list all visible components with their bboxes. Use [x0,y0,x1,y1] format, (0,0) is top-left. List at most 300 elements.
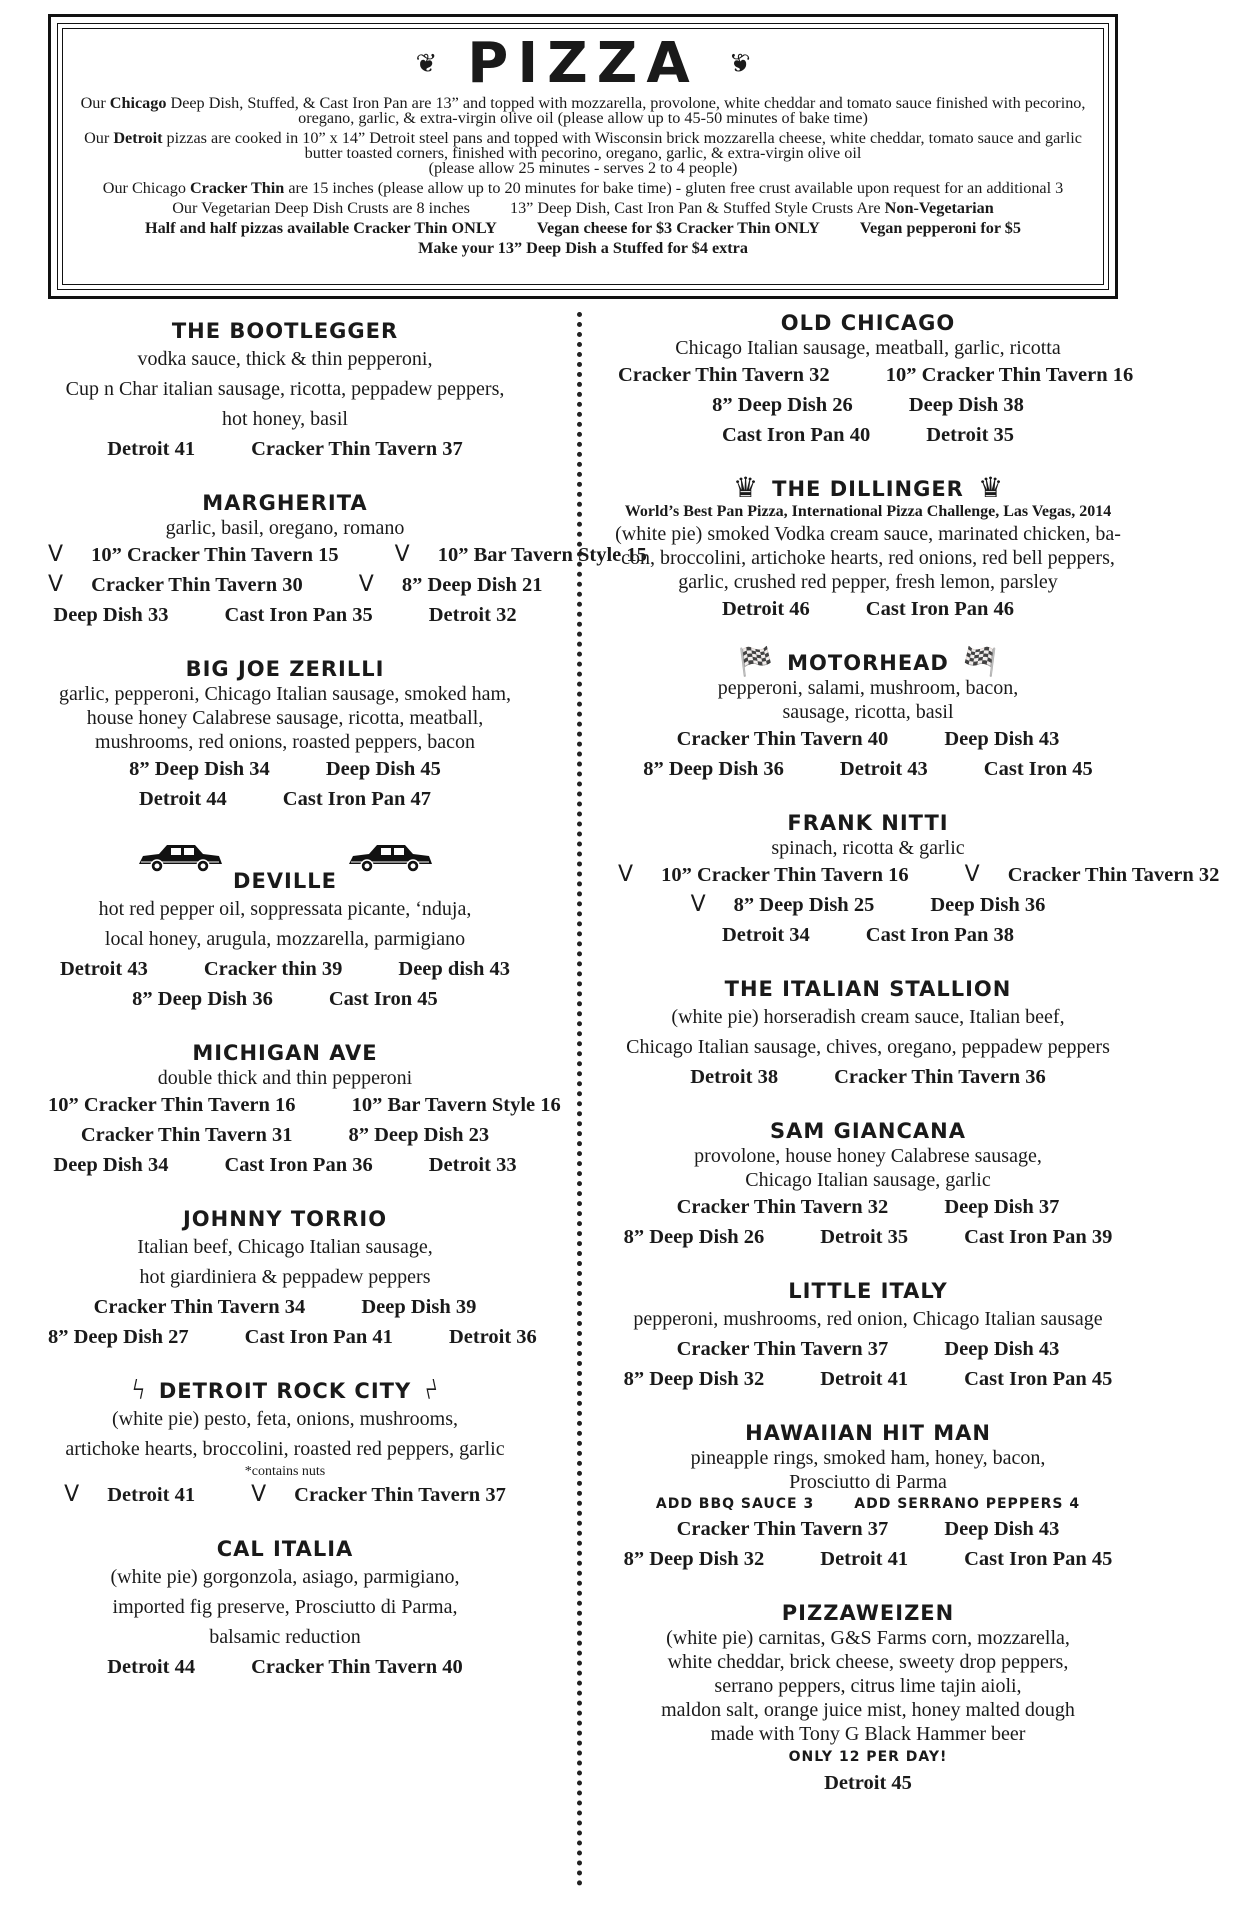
item-description: Cup n Char italian sausage, ricotta, peppadew peppers, [65,378,505,400]
item-name: DEVILLE [233,869,337,893]
price-label: Cracker Thin Tavern 37 [294,1484,506,1506]
price-label: Detroit 33 [428,1154,517,1176]
price-label: Detroit 35 [820,1226,909,1248]
item-description: house honey Calabrese sausage, ricotta, meatball, [86,707,484,729]
price-option [950,1226,1126,1248]
price-row [20,984,550,1014]
price-label: 8” Deep Dish 21 [401,574,543,596]
price-option [384,958,524,980]
price-option [118,988,287,1010]
price-option [916,894,1059,916]
price-label: Deep Dish 43 [944,728,1060,750]
price-option [39,604,182,626]
price-option [125,788,241,810]
item-description: pepperoni, mushrooms, red onion, Chicago Italian sausage [633,1308,1103,1330]
item-description: garlic, basil, oregano, romano [165,517,405,539]
item-name-row [20,490,550,516]
price-option [930,1518,1073,1540]
price-row [590,1334,1146,1364]
price-row [20,1292,550,1322]
price-option [231,1326,407,1348]
price-label: Cracker Thin Tavern 30 [91,574,303,596]
price-row [590,1364,1146,1394]
left-column [20,318,647,1708]
price-option [951,864,1234,886]
price-option [435,1326,551,1348]
menu-header-box [48,14,1118,299]
item-description: (white pie) gorgonzola, asiago, parmigiano, [110,1566,460,1588]
price-option [50,1484,209,1506]
item-name: FRANK NITTI [787,811,949,835]
item-description: Chicago Italian sausage, chives, oregano, peppadew peppers [626,1036,1110,1058]
price-row [20,754,550,784]
price-option [930,1338,1073,1360]
price-row [590,594,1146,624]
price-option [335,1124,504,1146]
vegetarian-icon: V [251,1482,267,1507]
price-option [34,1094,310,1116]
vegetarian-icon: V [618,862,634,887]
non-veg-crust-info [510,201,994,216]
price-option [676,1066,792,1088]
price-option [872,364,1148,386]
price-option [210,604,386,626]
price-option [269,788,445,810]
item-name-row [590,810,1146,836]
info-text: Our Chicago [102,179,190,197]
menu-item-motorhead [590,647,1146,784]
price-option [93,1656,209,1678]
vegetarian-icon: V [690,892,706,917]
allergen-note: *contains nuts [244,1464,326,1479]
info-text: Deep Dish, Stuffed, & Cast Iron Pan are 13” and topped with mozzarella, provolone, white cheddar and tomato sauce finished with pecorino, oregano, garlic, & extra-virgin olive oil (please allow up to 45-50 minutes of bake time) [166,94,1086,127]
price-row [20,1652,550,1682]
item-description: hot honey, basil [222,408,348,430]
item-name-row [20,1375,550,1406]
item-name: MOTORHEAD [787,651,949,675]
price-row [20,1322,550,1352]
price-option [39,1154,182,1176]
price-label: 10” Cracker Thin Tavern 16 [48,1094,296,1116]
item-description: artichoke hearts, broccolini, roasted red peppers, garlic [65,1438,505,1460]
vegetarian-info-row [70,201,1096,216]
price-label: Detroit 45 [824,1772,912,1794]
vegetarian-icon: V [964,862,980,887]
price-option [237,1656,477,1678]
item-name-row [590,1118,1146,1144]
price-label: Cracker Thin Tavern 37 [251,438,463,460]
price-option [930,1196,1073,1218]
price-label: Deep Dish 37 [944,1196,1060,1218]
price-label: Cast Iron Pan 45 [964,1368,1113,1390]
item-description: hot red pepper oil, soppressata picante, ‘nduja, [98,898,472,920]
item-name: OLD CHICAGO [780,311,956,335]
price-label: 8” Deep Dish 25 [733,894,875,916]
price-label: Detroit 32 [428,604,517,626]
info-text: 13” Deep Dish, Cast Iron Pan & Stuffed Style Crusts Are [509,199,885,217]
item-description: double thick and thin pepperoni [157,1067,413,1089]
price-option [604,864,923,886]
item-name-row [590,976,1146,1002]
item-name: SAM GIANCANA [770,1119,966,1143]
price-label: Deep Dish 43 [944,1518,1060,1540]
price-label: 8” Deep Dish 26 [712,394,853,416]
price-option [345,574,557,596]
addon-option: ADD BBQ SAUCE 3 [655,1496,815,1512]
price-row [590,360,1146,390]
item-description: Italian beef, Chicago Italian sausage, [137,1236,433,1258]
price-option [912,424,1028,446]
price-label: Detroit 46 [721,598,810,620]
options-row [70,221,1096,236]
price-row [590,890,1146,920]
menu-item-margherita [20,490,647,630]
price-option [970,758,1107,780]
right-column [590,310,1220,1824]
daily-limit-note: ONLY 12 PER DAY! [788,1749,948,1765]
price-label: Detroit 41 [820,1368,909,1390]
item-name-row [590,473,1146,504]
price-option [67,1124,307,1146]
info-text: Our [80,94,110,112]
item-description: garlic, crushed red pepper, fresh lemon, parsley [678,571,1058,593]
vintage-car-icon [135,840,225,874]
price-option [806,1226,922,1248]
price-option [810,1772,926,1794]
price-row [20,1120,550,1150]
item-description: Chicago Italian sausage, meatball, garlic, ricotta [675,337,1061,359]
price-label: Cracker Thin Tavern 37 [676,1518,889,1540]
price-option [34,544,353,566]
price-row [590,1062,1146,1092]
vegetarian-icon: V [48,542,64,567]
item-name: JOHNNY TORRIO [182,1207,388,1231]
price-option [895,394,1038,416]
menu-item-deville [20,840,550,1014]
price-row [590,420,1146,450]
menu-item-johnny-torrio [20,1206,550,1352]
menu-item-pizzaweizen [590,1600,1146,1798]
price-label: 8” Deep Dish 36 [643,758,784,780]
item-name-row [20,1040,550,1066]
price-option [190,958,357,980]
crown-icon: ♛ [977,473,1003,504]
price-option [610,1226,779,1248]
price-row [590,860,1220,890]
item-description: pineapple rings, smoked ham, honey, bacon, [690,1447,1046,1469]
price-label: Cracker Thin Tavern 32 [1007,864,1220,886]
price-option [708,598,824,620]
price-label: Detroit 43 [839,758,928,780]
price-option [237,438,477,460]
menu-item-little-italy [590,1278,1146,1394]
price-label: Detroit 43 [59,958,148,980]
price-label: 8” Deep Dish 32 [623,1548,765,1570]
price-label: 10” Cracker Thin Tavern 15 [91,544,339,566]
info-note: (please allow 25 minutes - serves 2 to 4 people) [428,159,738,177]
item-description: con, broccolini, artichoke hearts, red onions, red bell peppers, [621,547,1115,569]
title-row [70,32,1096,96]
price-option [806,1548,922,1570]
price-label: Detroit 41 [107,438,196,460]
price-label: Detroit 41 [107,1484,196,1506]
chicago-crust-info [70,96,1096,126]
price-row [590,724,1146,754]
price-label: 10” Bar Tavern Style 16 [351,1094,561,1116]
price-label: 8” Deep Dish 34 [129,758,270,780]
price-row [20,784,550,814]
item-name: MARGHERITA [202,491,368,515]
price-label: 8” Deep Dish 36 [132,988,273,1010]
price-option [46,958,162,980]
price-label: Detroit 35 [926,424,1015,446]
price-label: Deep Dish 39 [361,1296,477,1318]
price-label: Cracker Thin Tavern 31 [80,1124,293,1146]
item-name-row [20,318,550,344]
price-option [93,438,209,460]
menu-item-detroit-rock-city [20,1375,550,1510]
price-label: Detroit 44 [138,788,227,810]
price-option [610,1368,779,1390]
price-label: Cracker Thin Tavern 40 [676,728,889,750]
price-label: Cast Iron Pan 41 [244,1326,393,1348]
price-label: 10” Cracker Thin Tavern 16 [661,864,909,886]
page-title: PIZZA [467,31,699,96]
price-label: Deep Dish 36 [930,894,1046,916]
item-name: HAWAIIAN HIT MAN [745,1421,991,1445]
vegan-cheese-info: Vegan cheese for $3 Cracker Thin ONLY [536,219,820,237]
item-description: pepperoni, salami, mushroom, bacon, [717,677,1019,699]
item-name: CAL ITALIA [216,1537,354,1561]
price-option [115,758,284,780]
item-description: imported fig preserve, Prosciutto di Parma, [112,1596,458,1618]
price-option [930,728,1073,750]
half-and-half-info: Half and half pizzas available Cracker Thin ONLY [145,219,497,237]
item-name-row [590,647,1146,678]
item-description: Chicago Italian sausage, garlic [745,1169,991,1191]
lightning-bolt-icon: ϟ [132,1375,145,1406]
price-option [34,1326,203,1348]
item-name-row [20,656,550,682]
price-option [415,604,531,626]
price-label: Cracker Thin Tavern 37 [676,1338,889,1360]
price-label: Cracker Thin Tavern 32 [676,1196,889,1218]
price-row [20,434,550,464]
price-label: Cast Iron 45 [328,988,438,1010]
crown-icon: ♛ [733,473,759,504]
item-name-row [590,1600,1146,1626]
price-label: Detroit 34 [721,924,810,946]
price-label: 8” Deep Dish 27 [48,1326,189,1348]
price-row [590,754,1146,784]
price-option [663,1196,903,1218]
price-row [590,1768,1146,1798]
price-row [20,1150,550,1180]
price-label: Cast Iron Pan 47 [282,788,432,810]
item-description: mushrooms, red onions, roasted peppers, bacon [95,731,475,753]
item-description: maldon salt, orange juice mist, honey malted dough [661,1699,1075,1721]
item-description: Prosciutto di Parma [789,1471,947,1493]
info-text: Our [84,129,114,147]
item-name: MICHIGAN AVE [192,1041,378,1065]
vegetarian-icon: V [358,572,374,597]
item-description: serrano peppers, citrus lime tajin aioli, [714,1675,1022,1697]
price-row [20,1090,561,1120]
item-name: BIG JOE ZERILLI [185,657,385,681]
price-label: Deep Dish 34 [53,1154,169,1176]
item-name-row [590,310,1146,336]
price-option [415,1154,531,1176]
addon-option: ADD SERRANO PEPPERS 4 [854,1496,1081,1512]
price-option [826,758,942,780]
price-label: 8” Deep Dish 23 [348,1124,490,1146]
menu-item-hawaiian-hit-man [590,1420,1146,1574]
header-content [70,31,1096,279]
item-name: LITTLE ITALY [788,1279,948,1303]
price-row [20,570,550,600]
price-label: Detroit 36 [448,1326,537,1348]
price-option [708,424,884,446]
menu-item-the-dillinger [590,473,1146,624]
price-label: Deep Dish 45 [325,758,441,780]
price-label: 10” Bar Tavern Style 15 [437,544,647,566]
vegan-pepperoni-info: Vegan pepperoni for $5 [859,219,1021,237]
price-label: Cast Iron Pan 39 [964,1226,1113,1248]
price-option [338,1094,575,1116]
item-name-row [20,1206,550,1232]
price-row [590,920,1146,950]
price-option [950,1548,1126,1570]
stuffed-upgrade-info: Make your 13” Deep Dish a Stuffed for $4 extra [418,239,748,257]
price-label: 8” Deep Dish 26 [623,1226,765,1248]
price-label: 10” Cracker Thin Tavern 16 [885,364,1134,386]
checkered-flags-icon: 🏁 [738,647,774,678]
price-row [590,390,1146,420]
item-description: vodka sauce, thick & thin pepperoni, [137,348,433,370]
price-row [590,1514,1146,1544]
vegetarian-icon: V [64,1482,80,1507]
price-row [20,1480,550,1510]
item-name: THE ITALIAN STALLION [724,977,1012,1001]
price-option [806,1368,922,1390]
price-label: Cast Iron Pan 40 [721,424,871,446]
price-option [708,924,824,946]
lightning-bolt-icon: ϟ [425,1375,438,1406]
item-description: balsamic reduction [209,1626,361,1648]
item-description: white cheddar, brick cheese, sweety drop peppers, [667,1651,1069,1673]
price-label: Detroit 38 [690,1066,779,1088]
menu-item-the-bootlegger [20,318,550,464]
price-label: Deep Dish 33 [53,604,169,626]
item-name: PIZZAWEIZEN [781,1601,955,1625]
item-description: hot giardiniera & peppadew peppers [139,1266,431,1288]
item-description: local honey, arugula, mozzarella, parmigiano [104,928,466,950]
menu-item-frank-nitti [590,810,1220,950]
item-name-row [20,868,550,894]
menu-item-old-chicago [590,310,1146,450]
price-option [237,1484,520,1506]
price-label: Cracker Thin Tavern 34 [93,1296,306,1318]
price-option [852,924,1028,946]
price-option [34,574,317,596]
vintage-car-icon [345,840,435,874]
price-option [347,1296,490,1318]
item-description: (white pie) carnitas, G&S Farms corn, mozzarella, [666,1627,1070,1649]
price-option [629,758,798,780]
item-name: DETROIT ROCK CITY [158,1379,412,1403]
vegetarian-icon: V [48,572,64,597]
price-label: 8” Deep Dish 32 [623,1368,765,1390]
price-option [852,598,1028,620]
price-option [663,1518,903,1540]
vegetarian-icon: V [394,542,410,567]
price-option [80,1296,320,1318]
veg-crust-info: Our Vegetarian Deep Dish Crusts are 8 inches [172,199,470,217]
info-text: are 15 inches (please allow up to 20 minutes for bake time) - gluten free crust available upon request for an additional 3 [284,179,1064,197]
item-description: sausage, ricotta, basil [782,701,954,723]
detroit-crust-info [70,131,1096,176]
item-name-row [590,1420,1146,1446]
menu-item-the-italian-stallion [590,976,1146,1092]
info-text: pizzas are cooked in 10” x 14” Detroit steel pans and topped with Wisconsin brick mozzarella cheese, white cheddar, tomato sauce and garlic butter toasted corners, finished with pecorino, oregano, garlic, & extra-virgin olive oil [162,129,1082,162]
price-option [820,1066,1060,1088]
info-bold: Non-Vegetarian [884,199,994,217]
item-description: (white pie) smoked Vodka cream sauce, marinated chicken, ba- [615,523,1121,545]
menu-item-cal-italia [20,1536,550,1682]
price-option [950,1368,1126,1390]
price-label: Deep dish 43 [398,958,511,980]
flourish-right-icon: ❦ [728,49,751,78]
price-label: Cast Iron Pan 38 [865,924,1015,946]
item-name: THE BOOTLEGGER [171,319,399,343]
price-row [590,1544,1146,1574]
item-description: provolone, house honey Calabrese sausage, [694,1145,1042,1167]
menu-item-big-joe-zerilli [20,656,550,814]
price-option [677,894,889,916]
price-row [20,954,550,984]
price-label: Deep Dish 43 [944,1338,1060,1360]
info-bold: Chicago [109,94,167,112]
addon-options [590,1494,1146,1514]
price-option [604,364,844,386]
price-option [663,728,903,750]
price-label: Cracker Thin Tavern 40 [251,1656,463,1678]
item-name: THE DILLINGER [772,477,964,501]
price-label: Cast Iron Pan 35 [224,604,373,626]
price-option [663,1338,903,1360]
menu-item-michigan-ave [20,1040,561,1180]
price-row [590,1222,1146,1252]
price-label: Cast Iron 45 [983,758,1093,780]
cracker-thin-info [70,181,1096,196]
item-description: (white pie) horseradish cream sauce, Italian beef, [671,1006,1065,1028]
price-option [610,1548,779,1570]
info-bold: Detroit [113,129,163,147]
item-name-row [20,1536,550,1562]
award-tagline: World’s Best Pan Pizza, International Pizza Challenge, Las Vegas, 2014 [624,503,1112,520]
price-label: Cast Iron Pan 46 [865,598,1015,620]
price-label: Cast Iron Pan 36 [224,1154,373,1176]
price-label: Deep Dish 38 [908,394,1024,416]
price-row [20,540,647,570]
info-bold: Cracker Thin [189,179,285,197]
price-row [590,1192,1146,1222]
item-description: spinach, ricotta & garlic [771,837,965,859]
price-option [312,758,455,780]
price-option [210,1154,386,1176]
price-label: Cracker Thin Tavern 32 [618,364,830,386]
item-description: made with Tony G Black Hammer beer [710,1723,1026,1745]
